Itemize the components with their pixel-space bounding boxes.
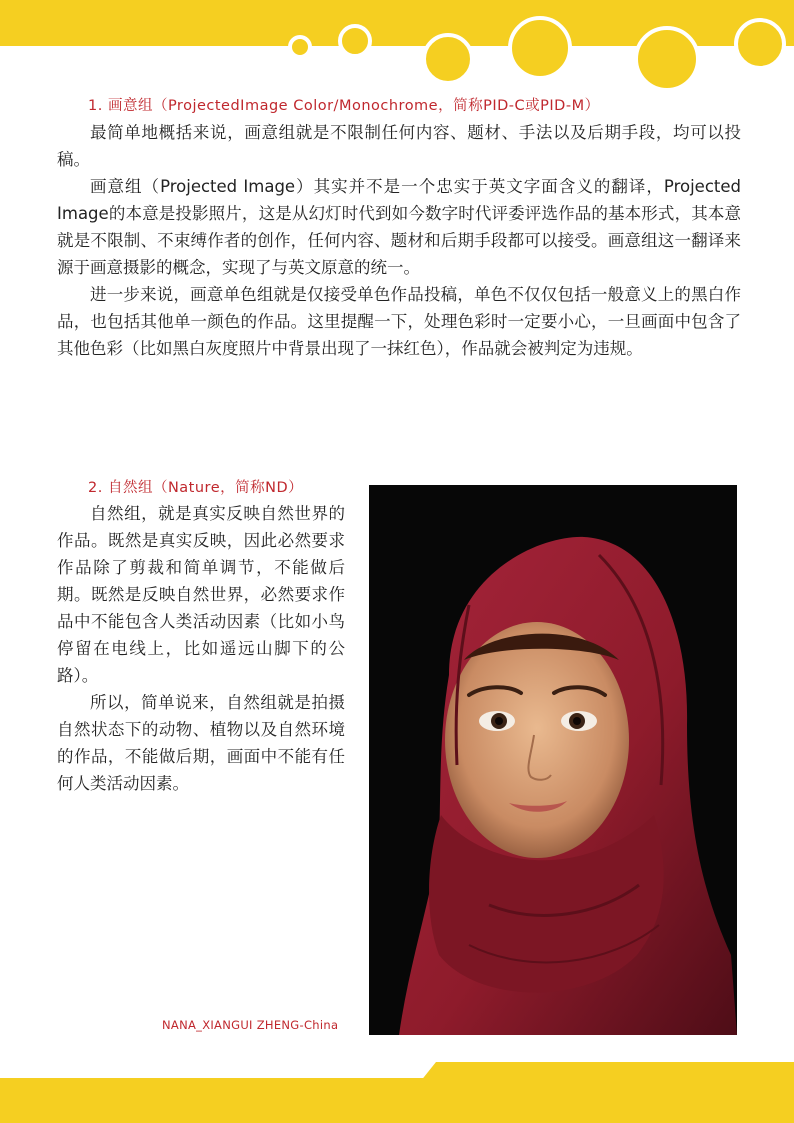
decor-circle — [734, 18, 786, 70]
photo-caption: NANA_XIANGUI ZHENG-China — [162, 1018, 339, 1032]
decor-circle — [634, 26, 700, 92]
decor-circle — [422, 33, 474, 85]
bottom-decor-band — [0, 1078, 794, 1123]
section2-heading: 2. 自然组（Nature，简称ND） — [88, 480, 304, 496]
decor-circle — [508, 16, 572, 80]
section2-body — [57, 500, 345, 797]
portrait-illustration — [369, 485, 737, 1035]
section1-body — [57, 119, 741, 362]
section1-paragraph: 最简单地概括来说，画意组就是不限制任何内容、题材、手法以及后期手段，均可以投稿。 — [57, 123, 741, 169]
decor-circle — [288, 35, 312, 59]
decor-circle — [338, 24, 372, 58]
portrait-photo — [369, 485, 737, 1035]
section1-paragraph: 画意组（Projected Image）其实并不是一个忠实于英文字面含义的翻译，Projected Image的本意是投影照片，这是从幻灯时代到如今数字时代评委评选作品的基本形式，其本意就是不限制、不束缚作者的创作，任何内容、题材和后期手段都可以接受。画意组这一翻译来源于画意摄影的概念，实现了与英文原意的统一。 — [57, 177, 741, 277]
section1-heading: 1. 画意组（ProjectedImage Color/Monochrome，简称PID-C或PID-M） — [88, 98, 600, 114]
section2-paragraph: 所以，简单说来，自然组就是拍摄自然状态下的动物、植物以及自然环境的作品，不能做后期，画面中不能有任何人类活动因素。 — [57, 693, 345, 793]
section2-paragraph: 自然组，就是真实反映自然世界的作品。既然是真实反映，因此必然要求作品除了剪裁和简单调节，不能做后期。既然是反映自然世界，必然要求作品中不能包含人类活动因素（比如小鸟停留在电线上，比如遥远山脚下的公路）。 — [57, 504, 345, 685]
section1-paragraph: 进一步来说，画意单色组就是仅接受单色作品投稿，单色不仅仅包括一般意义上的黑白作品，也包括其他单一颜色的作品。这里提醒一下，处理色彩时一定要小心，一旦画面中包含了其他色彩（比如黑白灰度照片中背景出现了一抹红色），作品就会被判定为违规。 — [57, 285, 741, 358]
